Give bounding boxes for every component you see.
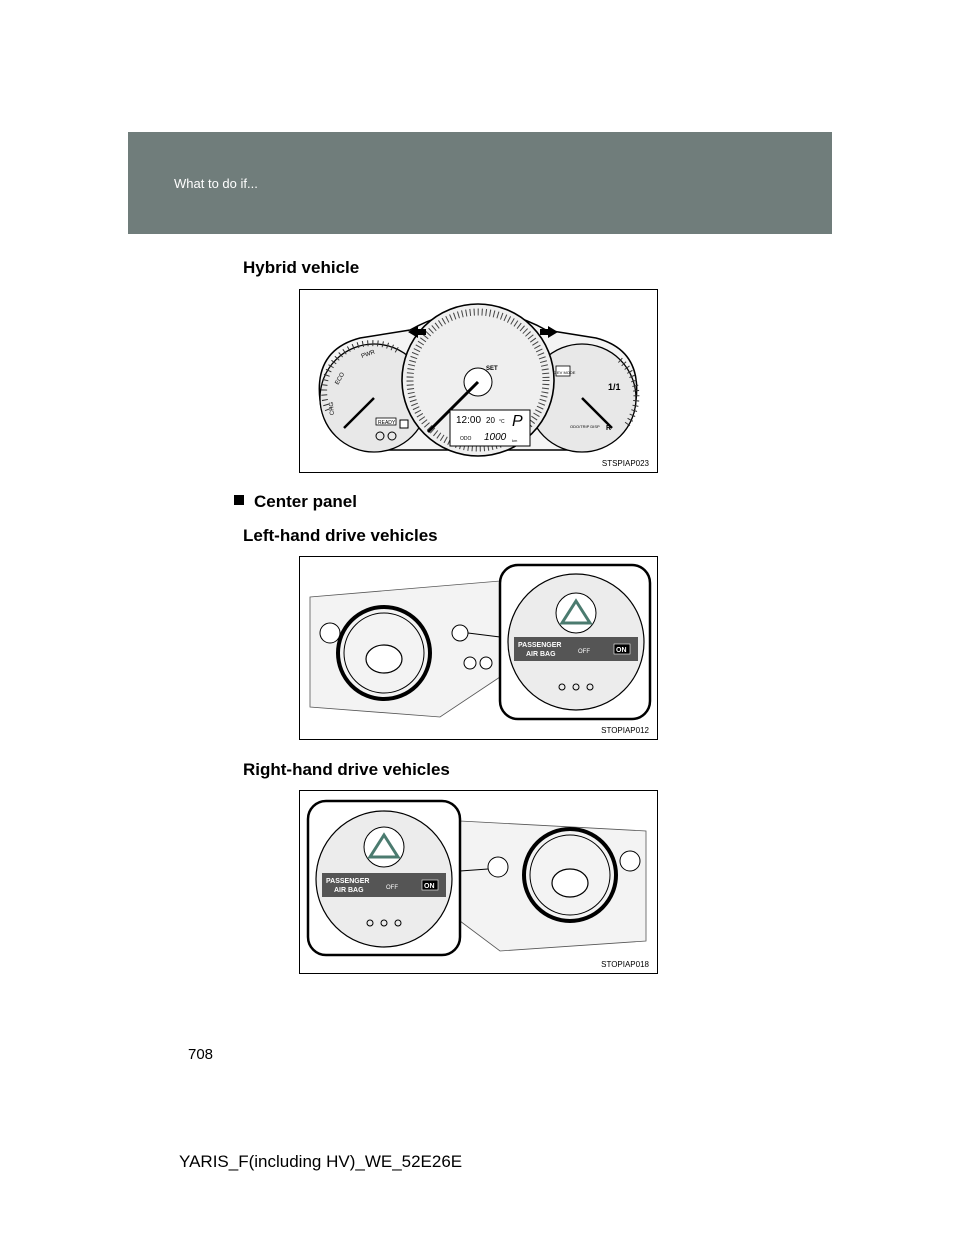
fuel-half-mark: 1/1 bbox=[608, 382, 621, 392]
lhd-panel-figure bbox=[299, 556, 658, 740]
figure-code: STOPIAP012 bbox=[601, 726, 649, 735]
cluster-illustration bbox=[300, 290, 657, 472]
pwr-label: PWR bbox=[360, 349, 376, 360]
set-label: SET bbox=[486, 366, 498, 372]
odo-label: ODO bbox=[460, 436, 472, 442]
off-label: OFF bbox=[578, 649, 590, 655]
odo-unit: km bbox=[512, 438, 518, 443]
eco-label: ECO bbox=[334, 371, 347, 386]
rhd-panel-figure bbox=[299, 790, 658, 974]
figure-code: STOPIAP018 bbox=[601, 960, 649, 969]
fuel-r-mark: R bbox=[606, 425, 612, 432]
chg-label: CHG bbox=[328, 401, 336, 416]
figure-code: STSPIAP023 bbox=[601, 459, 649, 468]
on-label: ON bbox=[616, 647, 627, 654]
on-label: ON bbox=[424, 883, 435, 890]
ev-mode-label: EV MODE bbox=[557, 370, 576, 375]
cluster-figure bbox=[299, 289, 658, 473]
gear-indicator: P bbox=[512, 413, 523, 430]
rhd-heading: Right-hand drive vehicles bbox=[243, 760, 450, 779]
odo-trip-label: ODO/TRIP DISP bbox=[570, 424, 600, 429]
clock-readout: 12:00 bbox=[456, 415, 482, 426]
passenger-label-line2: AIR BAG bbox=[526, 651, 556, 658]
passenger-label-line1: PASSENGER bbox=[518, 642, 562, 649]
temp-readout: 20 bbox=[486, 416, 495, 425]
page-number: 708 bbox=[188, 1046, 214, 1063]
section-title: What to do if... bbox=[174, 176, 258, 191]
temp-unit: °C bbox=[499, 419, 505, 425]
hybrid-vehicle-heading: Hybrid vehicle bbox=[243, 258, 360, 277]
ready-label: READY bbox=[378, 420, 396, 426]
center-panel-heading: Center panel bbox=[254, 492, 357, 511]
off-label: OFF bbox=[386, 885, 398, 891]
lhd-heading: Left-hand drive vehicles bbox=[243, 526, 438, 545]
passenger-label-line1: PASSENGER bbox=[326, 878, 370, 885]
passenger-label-line2: AIR BAG bbox=[334, 887, 364, 894]
bullet-square-icon bbox=[234, 495, 244, 505]
header-band bbox=[128, 132, 832, 234]
document-code: YARIS_F(including HV)_WE_52E26E bbox=[179, 1152, 463, 1171]
odo-value: 1000 bbox=[484, 432, 507, 443]
